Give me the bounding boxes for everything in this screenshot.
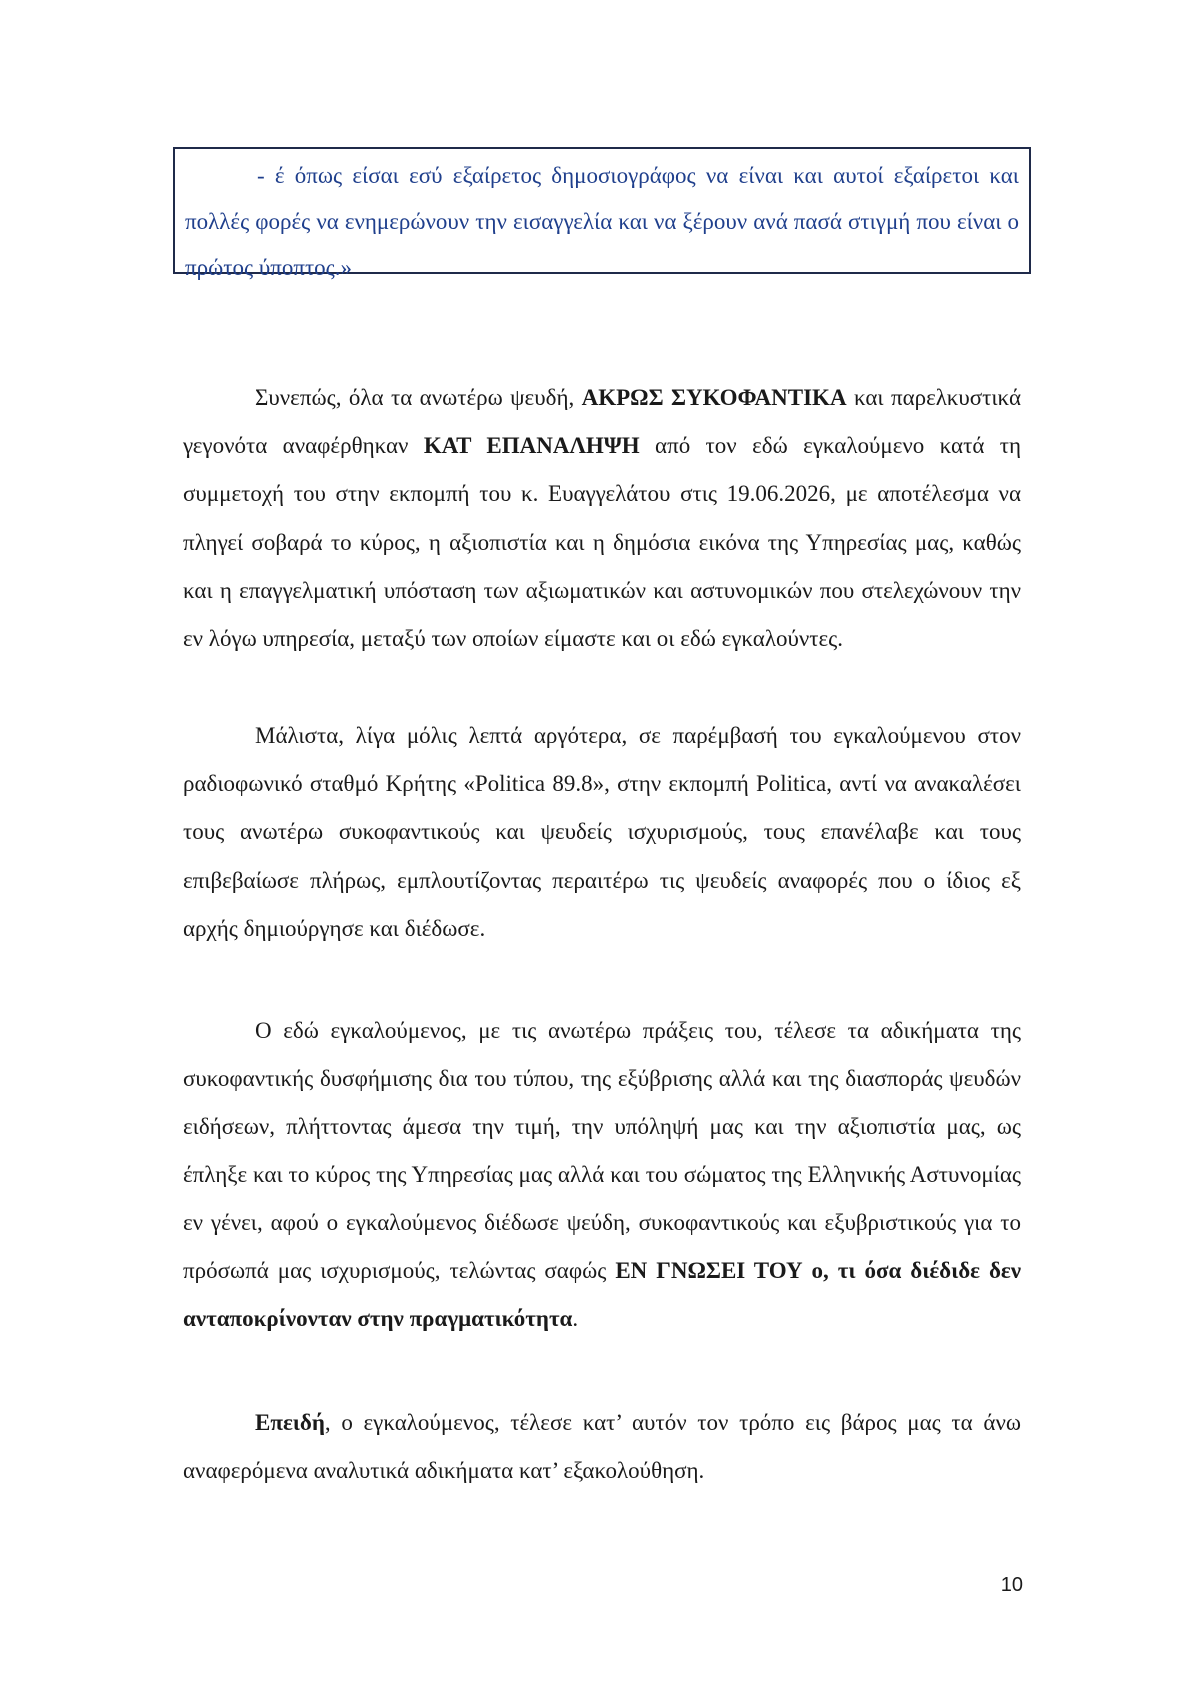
page-number: 10 — [1000, 1574, 1023, 1596]
paragraph-text: από τον εδώ εγκαλούμενο κατά τη συμμετοχή του στην εκπομπή του κ. Ευαγγελάτου στις 19.06.2026, με αποτέλεσμα να πληγεί σοβαρά το κύρος, η αξιοπιστία και η δημόσια εικόνα της Υπηρεσίας μας, καθώς και η επαγγελματική υπόσταση των αξιωματικών και αστυνομικών που στελεχώνουν την εν λόγω υπηρεσία, μεταξύ των οποίων είμαστε και οι εδώ εγκαλούντες. — [183, 433, 1022, 652]
bold-text: ΕΝ ΓΝΩΣΕΙ ΤΟΥ ο, τι όσα διέδιδε δεν ανταποκρίνονταν στην πραγματικότητα — [183, 1258, 1021, 1331]
paragraph-text: και παρελκυστικά γεγονότα αναφέρθηκαν — [183, 385, 1021, 459]
paragraph-offenses — [183, 1007, 1021, 1343]
paragraph-text: , ο εγκαλούμενος, τέλεσε κατ’ αυτόν τον τρόπο εις βάρος μας τα άνω αναφερόμενα αναλυτικά αδικήματα κατ’ εξακολούθηση. — [183, 1410, 1021, 1484]
paragraph-moreover — [183, 712, 1021, 953]
bold-text: ΑΚΡΩΣ ΣΥΚΟΦΑΝΤΙΚΑ — [581, 385, 847, 410]
quote-box — [173, 147, 1031, 280]
paragraph-text: . — [572, 1306, 579, 1331]
paragraph-text: Ο εδώ εγκαλούμενος, με τις ανωτέρω πράξεις του, τέλεσε τα αδικήματα της συκοφαντικής δυσφήμισης δια του τύπου, της εξύβρισης αλλά και της διασποράς ψευδών ειδήσεων, πλήττοντας άμεσα την τιμή, την υπόληψή μας και την αξιοπιστία μας, ως έπληξε και το κύρος της Υπηρεσίας μας αλλά και του σώματος της Ελληνικής Αστυνομίας εν γένει, αφού ο εγκαλούμενος διέδωσε ψεύδη, συκοφαντικούς και εξυβριστικούς για το πρόσωπά μας ισχυρισμούς, τελώντας σαφώς — [183, 1018, 1021, 1283]
paragraph-whereas — [183, 1399, 1021, 1495]
quote-text: - έ όπως είσαι εσύ εξαίρετος δημοσιογράφος να είναι και αυτοί εξαίρετοι και πολλές φορές να ενημερώνουν την εισαγγελία και να ξέρουν ανά πασά στιγμή που είναι ο πρώτος ύποπτος.» — [185, 163, 1019, 280]
paragraph-text: Συνεπώς, όλα τα ανωτέρω ψευδή, — [255, 385, 582, 410]
bold-text: Επειδή — [255, 1410, 325, 1435]
bold-text: ΚΑΤ ΕΠΑΝΑΛΗΨΗ — [423, 433, 640, 459]
paragraph-consequently — [183, 374, 1021, 663]
paragraph-text: Μάλιστα, λίγα μόλις λεπτά αργότερα, σε παρέμβασή του εγκαλούμενου στον ραδιοφωνικό σταθμό Κρήτης «Politica 89.8», στην εκπομπή Politica, αντί να ανακαλέσει τους ανωτέρω συκοφαντικούς και ψευδείς ισχυρισμούς, τους επανέλαβε και τους επιβεβαίωσε πλήρως, εμπλουτίζοντας περαιτέρω τις ψευδείς αναφορές που ο ίδιος εξ αρχής δημιούργησε και διέδωσε. — [183, 723, 1021, 941]
